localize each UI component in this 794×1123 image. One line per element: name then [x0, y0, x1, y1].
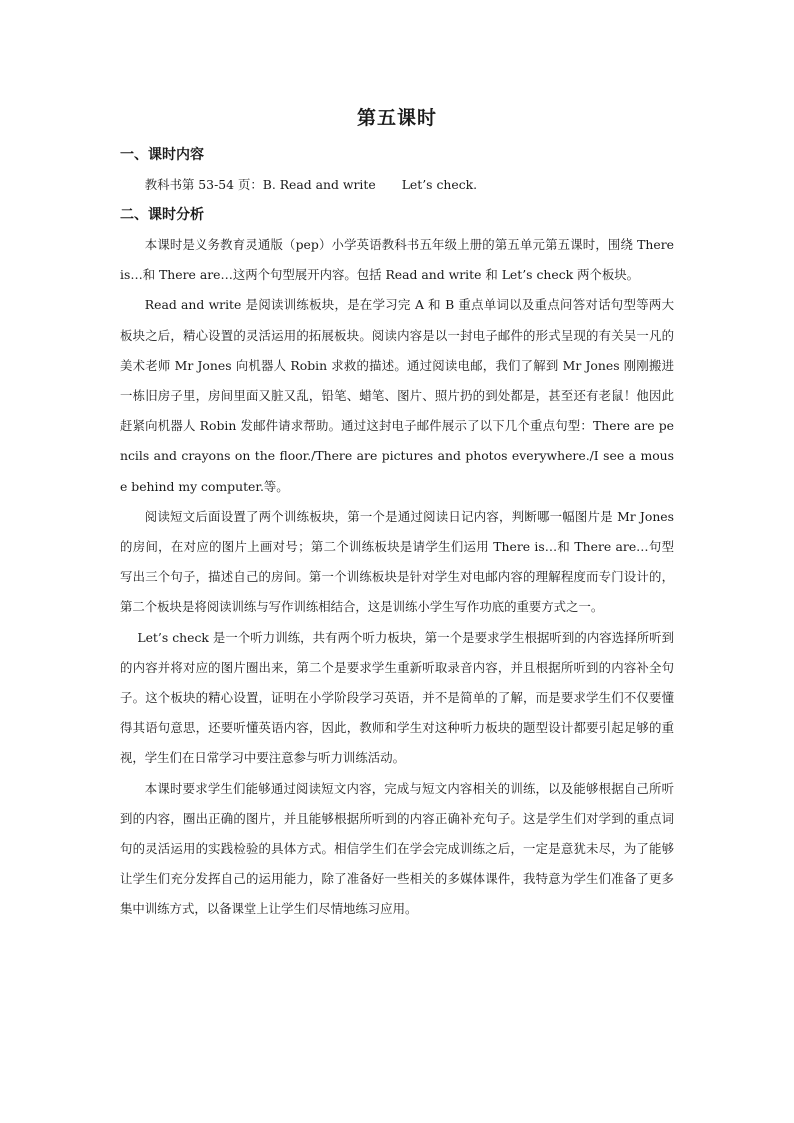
section-heading-analysis: 二、课时分析	[120, 207, 204, 223]
lesson-content-check: Let’s check.	[401, 177, 478, 192]
section-heading-content: 一、课时内容	[120, 147, 204, 163]
analysis-paragraph-5: 本课时要求学生们能够通过阅读短文内容，完成与短文内容相关的训练，以及能够根据自己所听到的内容，圈出正确的图片，并且能够根据所听到的内容正确补充句子。这是学生们对学到的重点词句的灵活运用的实践检验的具体方式。相信学生们在学会完成训练之后，一定是意犹未尽，为了能够让学生们充分发挥自己的运用能力，除了准备好一些相关的多媒体课件，我特意为学生们准备了更多集中训练方式，以备课堂上让学生们尽情地练习应用。	[120, 780, 674, 917]
lesson-content-pages: 教科书第 53-54 页：B. Read and write	[144, 177, 376, 192]
page-title: 第五课时	[356, 107, 437, 129]
analysis-paragraph-4: Let’s check 是一个听力训练，共有两个听力板块，第一个是要求学生根据听到的内容选择所听到的内容并将对应的图片圈出来，第二个是要求学生重新听取录音内容，并且根据所听到的内容补全句子。这个板块的精心设置，证明在小学阶段学习英语，并不是简单的了解，而是要求学生们不仅要懂得其语句意思，还要听懂英语内容，因此，教师和学生对这种听力板块的题型设计都要引起足够的重视，学生们在日常学习中要注意参与听力训练活动。	[120, 629, 674, 766]
lesson-content-line	[120, 170, 674, 200]
analysis-paragraph-3: 阅读短文后面设置了两个训练板块，第一个是通过阅读日记内容，判断哪一幅图片是 Mr Jones 的房间，在对应的图片上画对号；第二个训练板块是请学生们运用 There is…和 There are…句型写出三个句子，描述自己的房间。第一个训练板块是针对学生对电邮内容的理解程度而专门设计的，第二个板块是将阅读训练与写作训练相结合，这是训练小学生写作功底的重要方式之一。	[120, 508, 674, 615]
analysis-paragraph-2: Read and write 是阅读训练板块，是在学习完 A 和 B 重点单词以及重点问答对话句型等两大板块之后，精心设置的灵活运用的拓展板块。阅读内容是以一封电子邮件的形式呈现的有关吴一凡的美术老师 Mr Jones 向机器人 Robin 求救的描述。通过阅读电邮，我们了解到 Mr Jones 刚刚搬进一栋旧房子里，房间里面又脏又乱，铅笔、蜡笔、图片、照片扔的到处都是，甚至还有老鼠！他因此赶紧向机器人 Robin 发邮件请求帮助。通过这封电子邮件展示了以下几个重点句型：There are pencils and crayons on the floor./There are pictures and photos everywhere./I see a mouse behind my computer.等。	[120, 297, 674, 494]
analysis-paragraph-1: 本课时是义务教育灵通版（pep）小学英语教科书五年级上册的第五单元第五课时，围绕 There is…和 There are…这两个句型展开内容。包括 Read and write 和 Let’s check 两个板块。	[120, 237, 674, 283]
